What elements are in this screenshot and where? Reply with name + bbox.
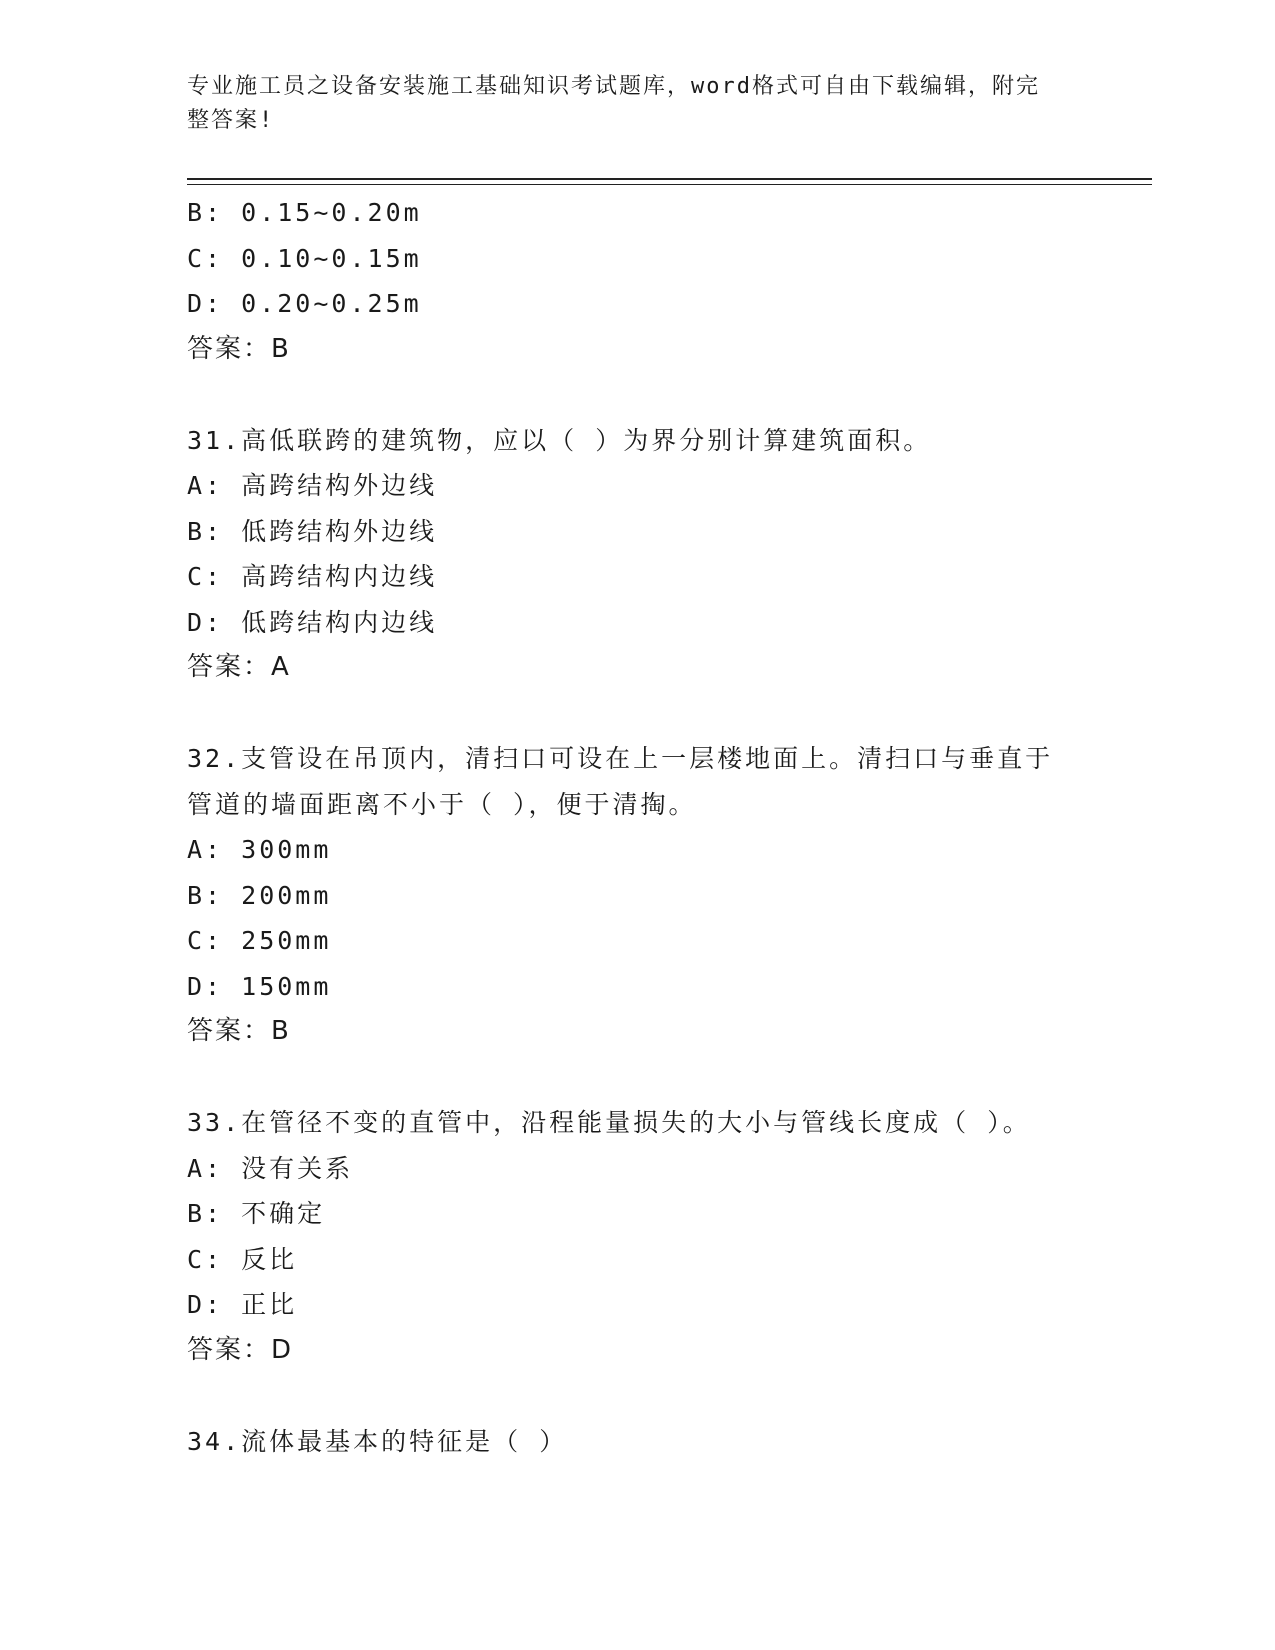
- option-c: C: 0.10~0.15m: [187, 243, 422, 273]
- answer: 答案：A: [187, 652, 291, 682]
- option-c: C: 反比: [187, 1244, 298, 1274]
- question-30-tail: [187, 190, 1087, 372]
- option-b: B: 低跨结构外边线: [187, 516, 438, 546]
- answer: 答案：D: [187, 1334, 294, 1365]
- question-text-line1: 32.支管设在吊顶内，清扫口可设在上一层楼地面上。清扫口与垂直于: [187, 744, 1054, 773]
- option-c: C: 高跨结构内边线: [187, 562, 438, 591]
- question-text: 34.流体最基本的特征是（ ）: [187, 1426, 568, 1456]
- spacer: [187, 691, 1087, 737]
- option-b: B: 200mm: [187, 880, 332, 910]
- spacer: [187, 1373, 1087, 1419]
- option-c: C: 250mm: [187, 926, 332, 955]
- option-b: B: 0.15~0.20m: [187, 198, 422, 227]
- question-31: [187, 418, 1087, 691]
- header-divider: [187, 178, 1152, 185]
- option-d: D: 正比: [187, 1290, 298, 1319]
- page-header: [187, 70, 1067, 138]
- question-text: 31.高低联跨的建筑物，应以（ ）为界分别计算建筑面积。: [187, 425, 932, 455]
- option-b: B: 不确定: [187, 1199, 326, 1228]
- header-title-line1: 专业施工员之设备安装施工基础知识考试题库，word格式可自由下载编辑，附完: [187, 74, 1040, 99]
- option-d: D: 低跨结构内边线: [187, 607, 438, 637]
- question-33: [187, 1100, 1087, 1373]
- option-a: A: 高跨结构外边线: [187, 471, 438, 500]
- question-34: [187, 1419, 1087, 1465]
- question-32: [187, 736, 1087, 1055]
- header-title-line2: 整答案!: [187, 108, 275, 133]
- option-d: D: 150mm: [187, 971, 332, 1001]
- spacer: [187, 372, 1087, 418]
- answer: 答案：B: [187, 333, 291, 364]
- spacer: [187, 1055, 1087, 1101]
- option-d: D: 0.20~0.25m: [187, 289, 422, 318]
- question-text: 33.在管径不变的直管中，沿程能量损失的大小与管线长度成（ ）。: [187, 1108, 1031, 1137]
- option-a: A: 300mm: [187, 835, 332, 864]
- question-text-line2: 管道的墙面距离不小于（ ），便于清掏。: [187, 789, 697, 819]
- question-list: [187, 190, 1087, 1464]
- answer: 答案：B: [187, 1016, 291, 1046]
- option-a: A: 没有关系: [187, 1153, 354, 1183]
